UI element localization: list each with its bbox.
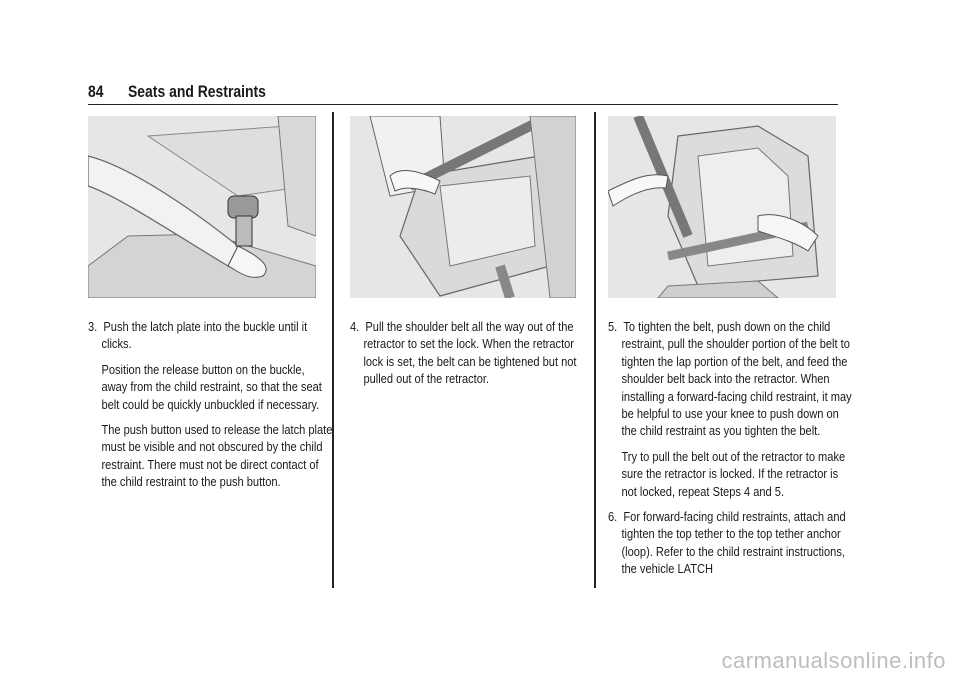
illustration-shoulder-belt [350, 116, 576, 298]
step-3-note-2: The push button used to release the latch plate must be visible and not obscured by the child restraint. There must not be direct contact of the child restraint to the push button. [101, 422, 333, 490]
step-5-note: Try to pull the belt out of the retractor to make sure the retractor is locked. If the retractor is not locked, repeat Steps 4 and 5. [621, 448, 846, 499]
illustration-buckle [88, 116, 316, 298]
text-column-middle [350, 318, 580, 396]
step-3-note-1: Position the release button on the buckle, away from the child restraint, so that the seat belt could be quickly unbuckled if necessary. [101, 361, 322, 412]
step-5: 5. To tighten the belt, push down on the child restraint, pull the shoulder portion of the belt to tighten the lap portion of the belt, and feed the shoulder belt back into the retractor. When installing a forward-facing child restraint, it may be helpful to use your knee to push down on the child restraint as you tighten the belt. [608, 319, 852, 439]
text-column-right [608, 318, 852, 586]
watermark-text: carmanualsonline.info [721, 648, 946, 673]
section-title: Seats and Restraints [128, 82, 266, 101]
text-column-left [88, 318, 333, 499]
step-3: 3. Push the latch plate into the buckle until it clicks. [88, 319, 308, 352]
page-number: 84 [88, 82, 104, 101]
step-6: 6. For forward-facing child restraints, attach and tighten the top tether to the top tether anchor (loop). Refer to the child restraint instructions, the vehicle LATCH [608, 509, 846, 577]
step-4: 4. Pull the shoulder belt all the way out of the retractor to set the lock. When the retractor lock is set, the belt can be tightened but not pulled out of the retractor. [350, 319, 577, 387]
illustration-tighten-belt [608, 116, 836, 298]
column-divider-right [594, 112, 596, 588]
page-header [88, 82, 838, 105]
